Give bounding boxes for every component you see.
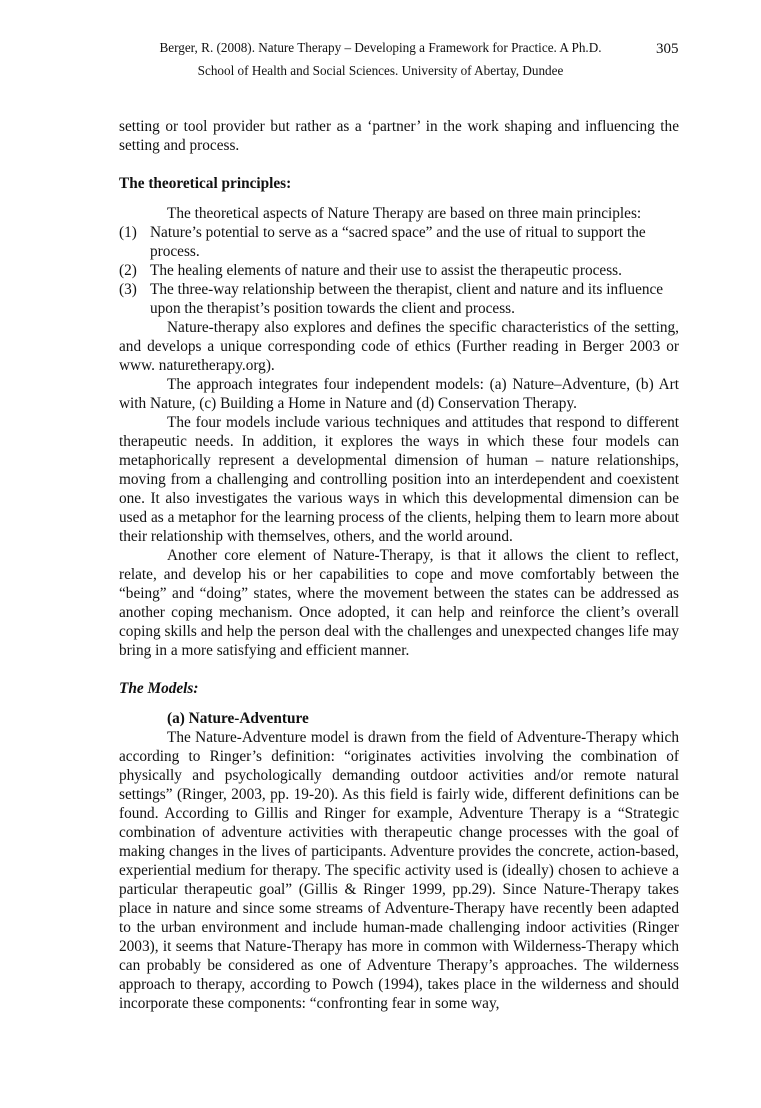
principle-item <box>119 261 679 280</box>
page-number: 305 <box>656 41 679 57</box>
principles-intro-paragraph: The theoretical aspects of Nature Therapy are based on three main principles: <box>167 205 642 222</box>
nature-adventure-paragraph: The Nature-Adventure model is drawn from the field of Adventure-Therapy which according to Ringer’s definition: “originates activities involving the combination of physically and psychologically demanding outdoor activities and/or remote natural settings” (Ringer, 2003, pp. 19-20). As this field is fairly wide, different definitions can be found. According to Gillis and Ringer for example, Adventure Therapy is a “Strategic combination of adventure activities with therapeutic change processes with the goal of making changes in the lives of participants. Adventure provides the concrete, action-based, experiential medium for therapy. The specific activity used is (ideally) chosen to achieve a particular therapeutic goal” (Gillis & Ringer 1999, pp.29). Since Nature-Therapy takes place in nature and since some streams of Adventure-Therapy have recently been adapted to the urban environment and include human-made challenging indoor activities (Ringer 2003), it seems that Nature-Therapy has more in common with Wilderness-Therapy which can probably be considered as one of Adventure Therapy’s approaches. The wilderness approach to therapy, according to Powch (1994), takes place in the wilderness and should incorporate these components: “confronting fear in some way, <box>119 729 679 1012</box>
header-citation-line-1: Berger, R. (2008). Nature Therapy – Developing a Framework for Practice. A Ph.D. <box>159 40 602 55</box>
principle-text: Nature’s potential to serve as a “sacred space” and the use of ritual to support the process. <box>150 224 646 260</box>
core-element-paragraph: Another core element of Nature-Therapy, is that it allows the client to reflect, relate, and develop his or her capabilities to cope and move comfortably between the “being” and “doing” states, where the movement between the states can be addressed as another coping mechanism. Once adopted, it can help and reinforce the client’s overall coping skills and help the person deal with the challenges and unexpected changes life may bring in a more satisfying and efficient manner. <box>119 547 679 659</box>
section-heading-models: The Models: <box>119 680 199 697</box>
principle-number: (3) <box>119 281 137 298</box>
principle-number: (1) <box>119 224 137 241</box>
continuation-paragraph: setting or tool provider but rather as a ‘partner’ in the work shaping and influencing the setting and process. <box>119 118 679 154</box>
models-intro-paragraph: The approach integrates four independent models: (a) Nature–Adventure, (b) Art with Nature, (c) Building a Home in Nature and (d) Conservation Therapy. <box>119 376 679 412</box>
principle-text: The healing elements of nature and their use to assist the therapeutic process. <box>150 262 622 279</box>
principle-number: (2) <box>119 262 137 279</box>
ethics-paragraph: Nature-therapy also explores and defines the specific characteristics of the setting, and develops a unique corresponding code of ethics (Further reading in Berger 2003 or www. naturetherapy.org). <box>119 319 679 374</box>
section-heading-theoretical-principles: The theoretical principles: <box>119 175 292 192</box>
header-citation-line-2: School of Health and Social Sciences. University of Abertay, Dundee <box>197 63 564 78</box>
subsection-heading-nature-adventure: (a) Nature-Adventure <box>167 710 309 727</box>
principle-item <box>119 223 679 261</box>
principles-list <box>119 223 679 318</box>
body-text <box>119 117 679 1013</box>
principle-item <box>119 280 679 318</box>
four-models-paragraph: The four models include various techniques and attitudes that respond to different therapeutic needs. In addition, it explores the ways in which these four models can metaphorically represent a developmental dimension of human – nature relationships, moving from a challenging and controlling position into an interdependent and coexistent one. It also investigates the various ways in which this developmental dimension can be used as a metaphor for the learning process of the clients, helping them to learn more about their relationship with themselves, others, and the world around. <box>119 414 679 545</box>
running-header <box>0 36 761 82</box>
principle-text: The three-way relationship between the therapist, client and nature and its influence upon the therapist’s position towards the client and process. <box>150 281 664 317</box>
